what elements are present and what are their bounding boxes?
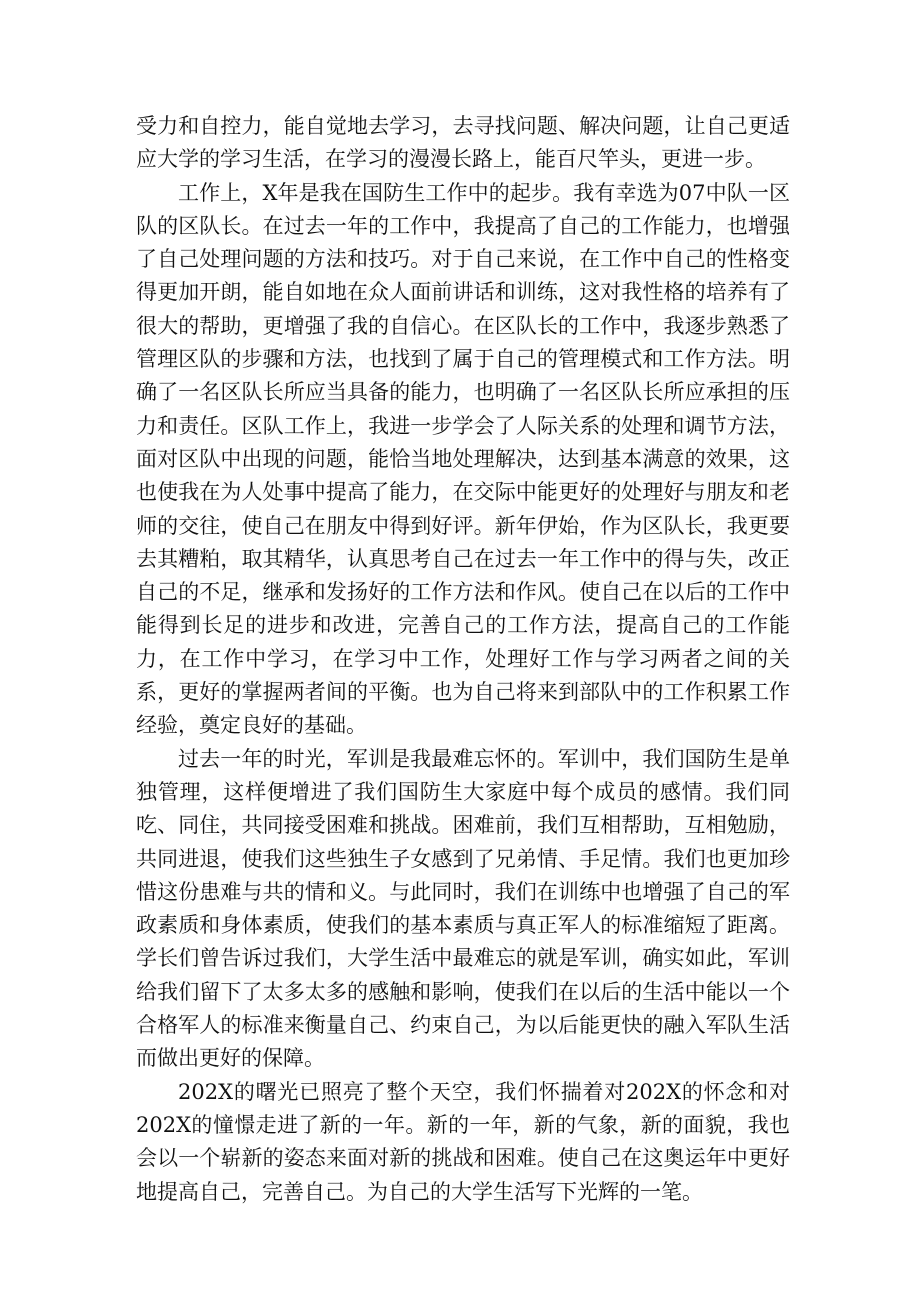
paragraph-continuation: 受力和自控力，能自觉地去学习，去寻找问题、解决问题，让自己更适应大学的学习生活，在学习的漫漫长路上，能百尺竿头，更进一步。 (136, 114, 790, 172)
paragraph-military-training: 过去一年的时光，军训是我最难忘怀的。军训中，我们国防生是单独管理，这样便增进了我们国防生大家庭中每个成员的感情。我们同吃、同住，共同接受困难和挑战。困难前，我们互相帮助，互相勉励，共同进退，使我们这些独生子女感到了兄弟情、手足情。我们也更加珍惜这份患难与共的情和义。与此同时，我们在训练中也增强了自己的军政素质和身体素质，使我们的基本素质与真正军人的标准缩短了距离。学长们曾告诉过我们，大学生活中最难忘的就是军训，确实如此，军训给我们留下了太多太多的感触和影响，使我们在以后的生活中能以一个合格军人的标准来衡量自己、约束自己，为以后能更快的融入军队生活而做出更好的保障。 (136, 746, 790, 1071)
document-body (136, 110, 790, 1209)
paragraph-work: 工作上，X年是我在国防生工作中的起步。我有幸选为07中队一区队的区队长。在过去一年的工作中，我提高了自己的工作能力，也增强了自己处理问题的方法和技巧。对于自己来说，在工作中自己的性格变得更加开朗，能自如地在众人面前讲话和训练，这对我性格的培养有了很大的帮助，更增强了我的自信心。在区队长的工作中，我逐步熟悉了管理区队的步骤和方法，也找到了属于自己的管理模式和工作方法。明确了一名区队长所应当具备的能力，也明确了一名区队长所应承担的压力和责任。区队工作上，我进一步学会了人际关系的处理和调节方法，面对区队中出现的问题，能恰当地处理解决，达到基本满意的效果，这也使我在为人处事中提高了能力，在交际中能更好的处理好与朋友和老师的交往，使自己在朋友中得到好评。新年伊始，作为区队长，我更要去其糟粕，取其精华，认真思考自己在过去一年工作中的得与失，改正自己的不足，继承和发扬好的工作方法和作风。使自己在以后的工作中能得到长足的进步和改进，完善自己的工作方法，提高自己的工作能力，在工作中学习，在学习中工作，处理好工作与学习两者之间的关系，更好的掌握两者间的平衡。也为自己将来到部队中的工作积累工作经验，奠定良好的基础。 (136, 180, 790, 738)
paragraph-new-year: 202X的曙光已照亮了整个天空，我们怀揣着对202X的怀念和对202X的憧憬走进了新的一年。新的一年，新的气象，新的面貌，我也会以一个崭新的姿态来面对新的挑战和困难。使自己在这奥运年中更好地提高自己，完善自己。为自己的大学生活写下光辉的一笔。 (136, 1079, 790, 1204)
